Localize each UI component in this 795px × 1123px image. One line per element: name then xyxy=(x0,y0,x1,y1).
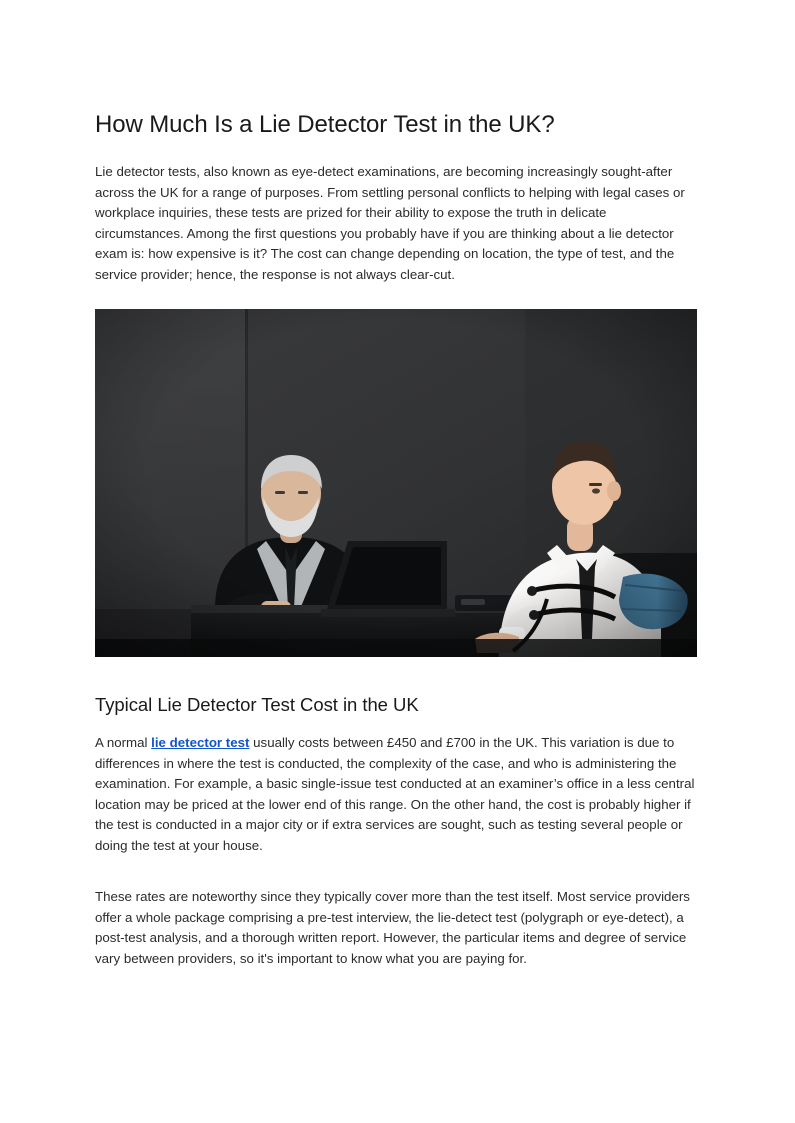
paragraph-spacer xyxy=(95,873,697,887)
section-paragraph-1 xyxy=(95,733,697,856)
paragraph-text-before-link: A normal xyxy=(95,735,152,751)
intro-paragraph: Lie detector tests, also known as eye-detect examinations, are becoming increasingly sought-after across the UK for a range of purposes. From settling personal conflicts to helping with legal cases or workplace inquiries, these tests are prized for their ability to expose the truth in delicate circumstances. Among the first questions you probably have if you are thinking about a lie detector exam is: how expensive is it? The cost can change depending on location, the type of test, and the service provider; hence, the response is not always clear-cut. xyxy=(95,164,685,282)
document-content xyxy=(95,110,697,969)
page-title: How Much Is a Lie Detector Test in the UK? xyxy=(95,111,555,138)
polygraph-examination-image xyxy=(95,309,697,657)
lie-detector-test-link[interactable]: lie detector test xyxy=(151,735,250,751)
section-heading-typical-cost: Typical Lie Detector Test Cost in the UK xyxy=(95,694,419,715)
section-paragraph-2: These rates are noteworthy since they typically cover more than the test itself. Most service providers offer a whole package comprising a pre-test interview, the lie-detect test (polygraph or eye-detect), a post-test analysis, and a thorough written report. However, the particular items and degree of service vary between providers, so it's important to know what you are paying for. xyxy=(95,889,690,966)
figure-illustration xyxy=(95,309,697,657)
paragraph-text-after-link: usually costs between £450 and £700 in the UK. This variation is due to differences in where the test is conducted, the complexity of the case, and who is administering the examination. For example, a basic single-issue test conducted at an examiner’s office in a less central location may be priced at the lower end of this range. On the other hand, the cost is probably higher if the test is conducted in a major city or if extra services are sought, such as testing several people or doing the test at your house. xyxy=(95,735,695,853)
